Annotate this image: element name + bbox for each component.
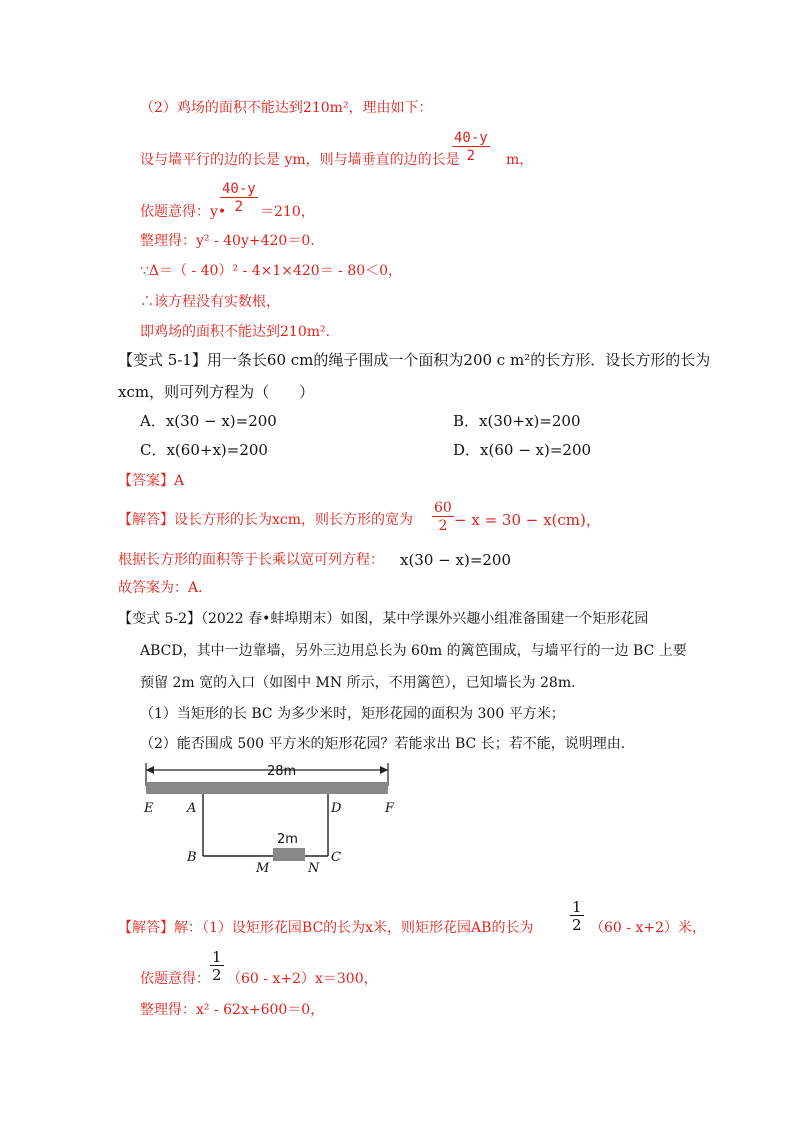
explanation-line: 根据长方形的面积等于长乘以宽可列方程： bbox=[118, 552, 384, 568]
fraction-denominator: 2 bbox=[234, 199, 244, 215]
option-a: A．x(30 − x)=200 bbox=[140, 412, 277, 430]
solution-line: ∵Δ＝（ - 40）² - 4×1×420＝ - 80＜0， bbox=[140, 263, 403, 279]
solution-line: 【解答】解：（1）设矩形花园BC的长为x米，则矩形花园AB的长为 bbox=[118, 920, 534, 936]
explanation-formula: − x = 30 − x(cm)， bbox=[454, 511, 601, 529]
explanation-line: 故答案为：A． bbox=[118, 580, 213, 596]
solution-line-tail: （60 - x+2）米， bbox=[590, 920, 706, 936]
point-e-label: E bbox=[144, 801, 154, 816]
solution-line: 依题意得：y• bbox=[140, 204, 227, 220]
gate-width-label: 2m bbox=[277, 832, 298, 847]
fraction-denominator: 2 bbox=[466, 148, 476, 164]
fraction-1-over-2 bbox=[210, 949, 224, 983]
question-stem: 【变式 5-1】用一条长60 cm的绳子围成一个面积为200 c m²的长方形．设长方形的长为 bbox=[118, 351, 711, 369]
solution-line: （2）鸡场的面积不能达到210m²，理由如下： bbox=[140, 100, 433, 116]
fraction-numerator: 40-y bbox=[454, 130, 488, 146]
point-n-label: N bbox=[308, 861, 320, 876]
point-m-label: M bbox=[256, 861, 270, 876]
fraction-numerator: 60 bbox=[434, 500, 452, 516]
option-d: D．x(60 − x)=200 bbox=[453, 441, 592, 459]
point-c-label: C bbox=[331, 850, 341, 865]
wall bbox=[146, 782, 388, 794]
solution-line: 设与墙平行的边的长是 ym，则与墙垂直的边的长是 bbox=[140, 152, 460, 168]
garden-diagram bbox=[140, 762, 400, 877]
arrow-left-icon bbox=[146, 766, 154, 774]
fraction-1-over-2 bbox=[570, 899, 584, 933]
arrow-right-icon bbox=[380, 766, 388, 774]
solution-line-equation: （60 - x+2）x＝300， bbox=[227, 971, 378, 987]
explanation-line: 【解答】设长方形的长为xcm，则长方形的宽为 bbox=[118, 512, 414, 528]
fraction-numerator: 40-y bbox=[222, 181, 256, 197]
fraction-denominator: 2 bbox=[212, 966, 222, 984]
fraction-numerator: 1 bbox=[212, 948, 222, 966]
point-f-label: F bbox=[385, 801, 395, 816]
solution-line: ∴该方程没有实数根， bbox=[140, 294, 280, 310]
answer-line: 【答案】A bbox=[118, 473, 185, 489]
solution-line: 整理得：x² - 62x+600＝0， bbox=[140, 1002, 325, 1018]
question-stem: ABCD，其中一边靠墙，另外三边用总长为 60m 的篱笆围成，与墙平行的一边 BC 上要 bbox=[140, 643, 687, 659]
question-stem: 【变式 5-2】（2022 春•蚌埠期末）如图，某中学课外兴趣小组准备围建一个矩形花园 bbox=[118, 611, 649, 627]
solution-line: 即鸡场的面积不能达到210m². bbox=[140, 324, 331, 340]
fraction-denominator: 2 bbox=[438, 518, 448, 534]
garden-figure bbox=[140, 762, 400, 877]
fraction-denominator: 2 bbox=[572, 916, 582, 934]
explanation-equation: x(30 − x)=200 bbox=[400, 551, 512, 569]
point-b-label: B bbox=[187, 850, 197, 865]
point-d-label: D bbox=[331, 801, 342, 816]
wall-length-label: 28m bbox=[267, 764, 297, 779]
question-stem: xcm，则可列方程为（ ） bbox=[118, 383, 315, 401]
sub-question-2: （2）能否围成 500 平方米的矩形花园？若能求出 BC 长；若不能，说明理由. bbox=[140, 736, 626, 752]
solution-line: 依题意得： bbox=[140, 971, 210, 987]
gate-mn bbox=[273, 848, 305, 861]
sub-question-1: （1）当矩形的长 BC 为多少米时，矩形花园的面积为 300 平方米； bbox=[140, 706, 565, 722]
solution-line: 整理得：y² - 40y+420＝0. bbox=[140, 233, 315, 249]
fraction-numerator: 1 bbox=[572, 898, 582, 916]
option-b: B．x(30+x)=200 bbox=[453, 412, 581, 430]
solution-line-result: ＝210， bbox=[260, 204, 315, 220]
fraction-60-over-2 bbox=[432, 500, 454, 534]
option-c: C．x(60+x)=200 bbox=[140, 441, 268, 459]
question-stem: 预留 2m 宽的入口（如图中 MN 所示，不用篱笆），已知墙长为 28m. bbox=[140, 675, 576, 691]
solution-line-unit: m， bbox=[506, 152, 534, 168]
point-a-label: A bbox=[187, 801, 197, 816]
